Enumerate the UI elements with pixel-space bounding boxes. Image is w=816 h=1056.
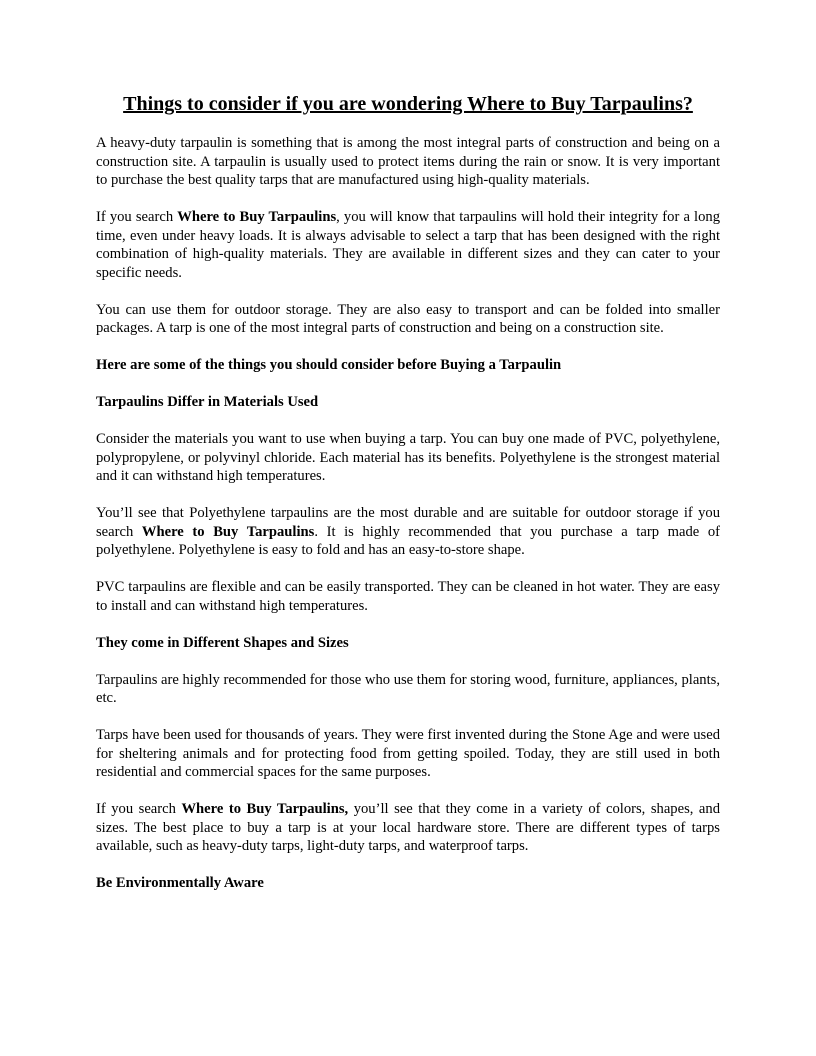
page-title: Things to consider if you are wondering Where to Buy Tarpaulins? [123, 93, 693, 115]
paragraph-pvc: PVC tarpaulins are flexible and can be easily transported. They can be cleaned in hot water. They are easy to install and can withstand high temperatures. [96, 579, 720, 614]
paragraph-variety [96, 800, 720, 856]
paragraph-text: , you will know that tarpaulins will hold their integrity for a long time, even under heavy loads. It is always advisable to select a tarp that has been designed with the right combination of high-quality materials. They are available in different sizes and they can cater to your specific needs. [96, 209, 720, 281]
section-heading-shapes-sizes: They come in Different Shapes and Sizes [96, 634, 349, 651]
keyword-link-text: Where to Buy Tarpaulins [177, 209, 337, 225]
section-heading-materials: Tarpaulins Differ in Materials Used [96, 394, 319, 410]
paragraph-integrity [96, 208, 720, 282]
keyword-link-text: Where to Buy Tarpaulins, [181, 801, 349, 817]
paragraph-history: Tarps have been used for thousands of years. They were first invented during the Stone Age and were used for sheltering animals and for protecting food from getting spoiled. Today, they are still used in both residential and commercial spaces for the same purposes. [96, 727, 720, 780]
paragraph-intro: A heavy-duty tarpaulin is something that is among the most integral parts of construction and being on a construction site. A tarpaulin is usually used to protect items during the rain or snow. It is very important to purchase the best quality tarps that are manufactured using high-quality materials. [96, 135, 720, 188]
document-page [96, 92, 720, 911]
paragraph-text: If you search [96, 209, 178, 225]
paragraph-text: . It is highly recommended that you purchase a tarp made of polyethylene. Polyethylene is easy to fold and has an easy-to-store shape. [96, 523, 721, 558]
keyword-link-text: Where to Buy Tarpaulins [141, 523, 315, 540]
paragraph-text: If you search [96, 801, 182, 817]
paragraph-storage: You can use them for outdoor storage. They are also easy to transport and can be folded into smaller packages. A tarp is one of the most integral parts of construction and being on a construction site. [96, 301, 720, 336]
paragraph-materials: Consider the materials you want to use when buying a tarp. You can buy one made of PVC, polyethylene, polypropylene, or polyvinyl chloride. Each material has its benefits. Polyethylene is the strongest material and it can withstand high temperatures. [96, 431, 720, 484]
paragraph-uses: Tarpaulins are highly recommended for those who use them for storing wood, furniture, appliances, plants, etc. [96, 671, 720, 706]
section-heading-considerations: Here are some of the things you should consider before Buying a Tarpaulin [96, 357, 562, 373]
section-heading-environment: Be Environmentally Aware [96, 875, 264, 891]
paragraph-text: you’ll see that they come in a variety of colors, shapes, and sizes. The best place to buy a tarp is at your local hardware store. There are different types of tarps available, such as heavy-duty tarps, light-duty tarps, and waterproof tarps. [96, 801, 720, 854]
paragraph-polyethylene [96, 504, 720, 560]
paragraph-text: You’ll see that Polyethylene tarpaulins are the most durable and are suitable for outdoor storage if you search [96, 505, 720, 540]
